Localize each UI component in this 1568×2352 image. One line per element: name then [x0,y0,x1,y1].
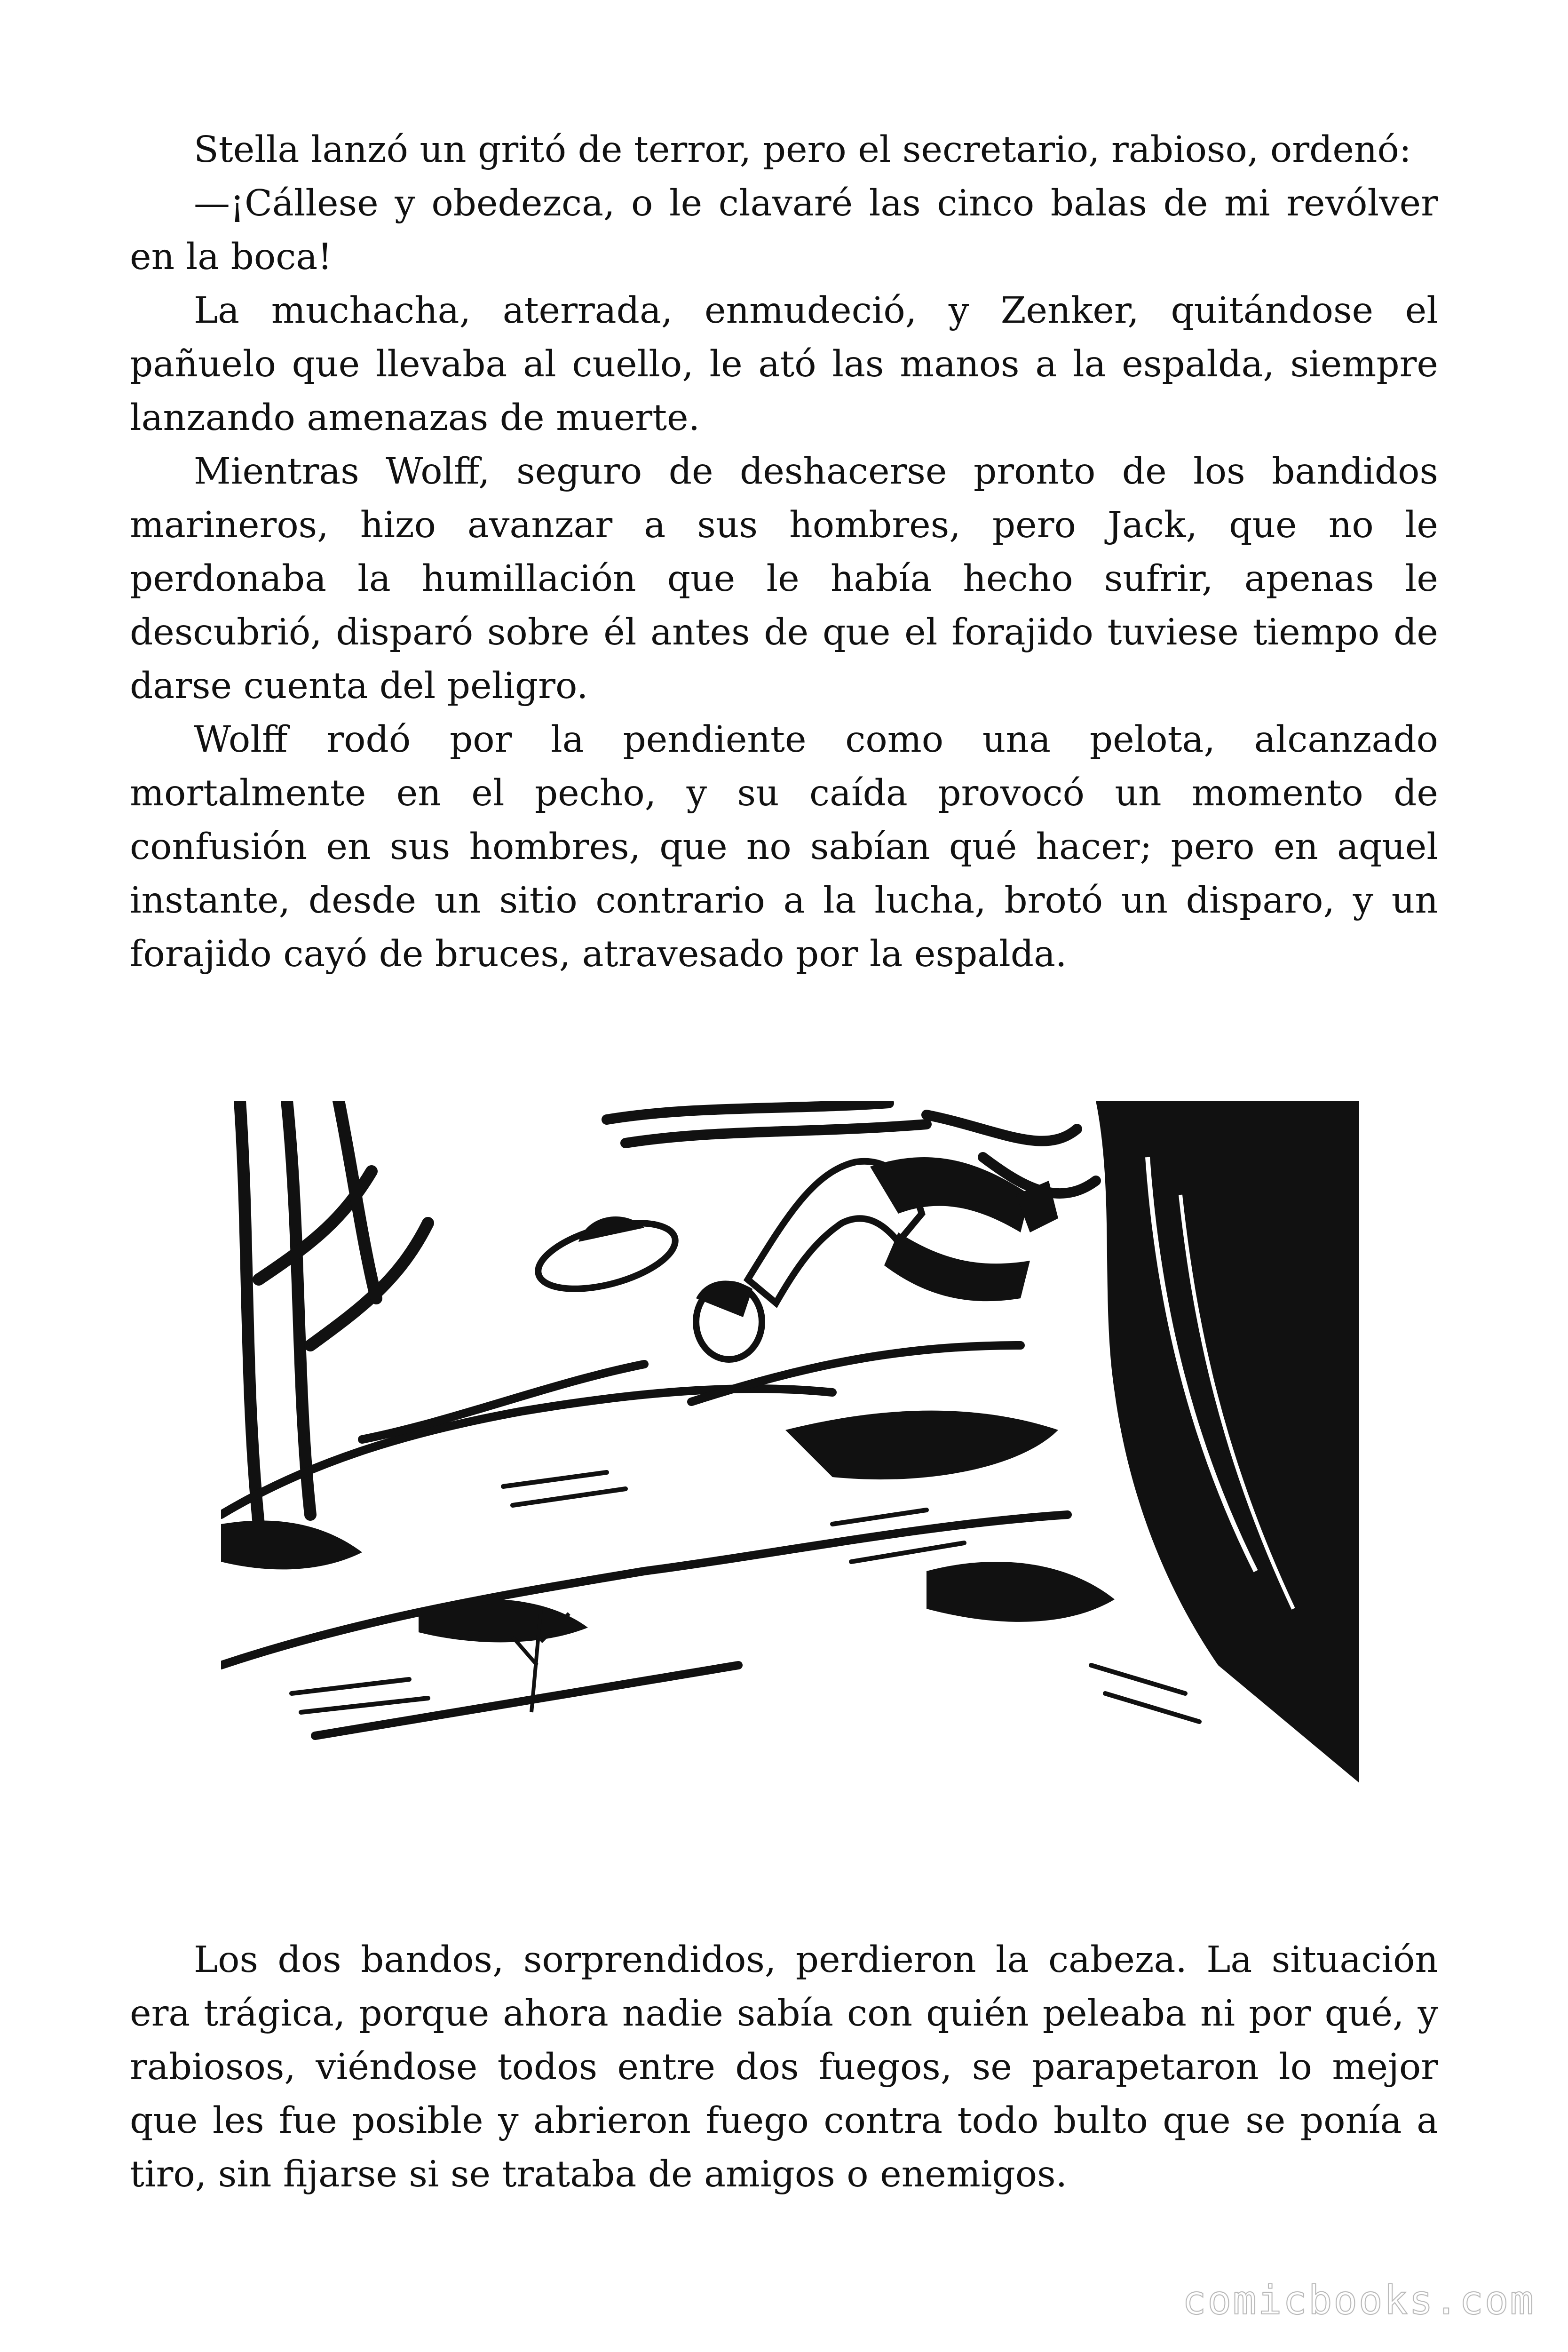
paragraph: La muchacha, aterrada, enmudeció, y Zenker, quitándose el pañuelo que llevaba al cuello, le ató las manos a la espalda, siempre lanzando amenazas de muerte. [130,290,1438,439]
falling-man-figure [531,1157,1058,1359]
ink-illustration-falling-man-icon [221,1101,1359,1783]
text-block-bottom [130,1933,1438,2201]
paragraph: Wolff rodó por la pendiente como una pelota, alcanzado mortalmente en el pecho, y su caída provocó un momento de confusión en sus hombres, que no sabían qué hacer; pero en aquel instante, desde un sitio contrario a la lucha, brotó un disparo, y un forajido cayó de bruces, atravesado por la espalda. [130,719,1438,975]
paragraph: —¡Cállese y obedezca, o le clavaré las cinco balas de mi revólver en la boca! [130,183,1438,278]
paragraph: Los dos bandos, sorprendidos, perdieron la cabeza. La situación era trágica, porque ahora nadie sabía con quién peleaba ni por qué, y rabiosos, viéndose todos entre dos fuegos, se parapetaron lo mejor que les fue posible y abrieron fuego contra todo bulto que se ponía a tiro, sin fijarse si se trataba de amigos o enemigos. [130,1939,1438,2195]
watermark: comicbooks.com [1182,2277,1535,2323]
paragraph: Mientras Wolff, seguro de deshacerse pronto de los bandidos marineros, hizo avanzar a sus hombres, pero Jack, que no le perdonaba la humillación que le había hecho sufrir, apenas le descubrió, disparó sobre él antes de que el forajido tuviese tiempo de darse cuenta del peligro. [130,451,1438,707]
paragraph: Stella lanzó un gritó de terror, pero el secretario, rabioso, ordenó: [194,129,1411,171]
text-block-top [130,123,1438,981]
